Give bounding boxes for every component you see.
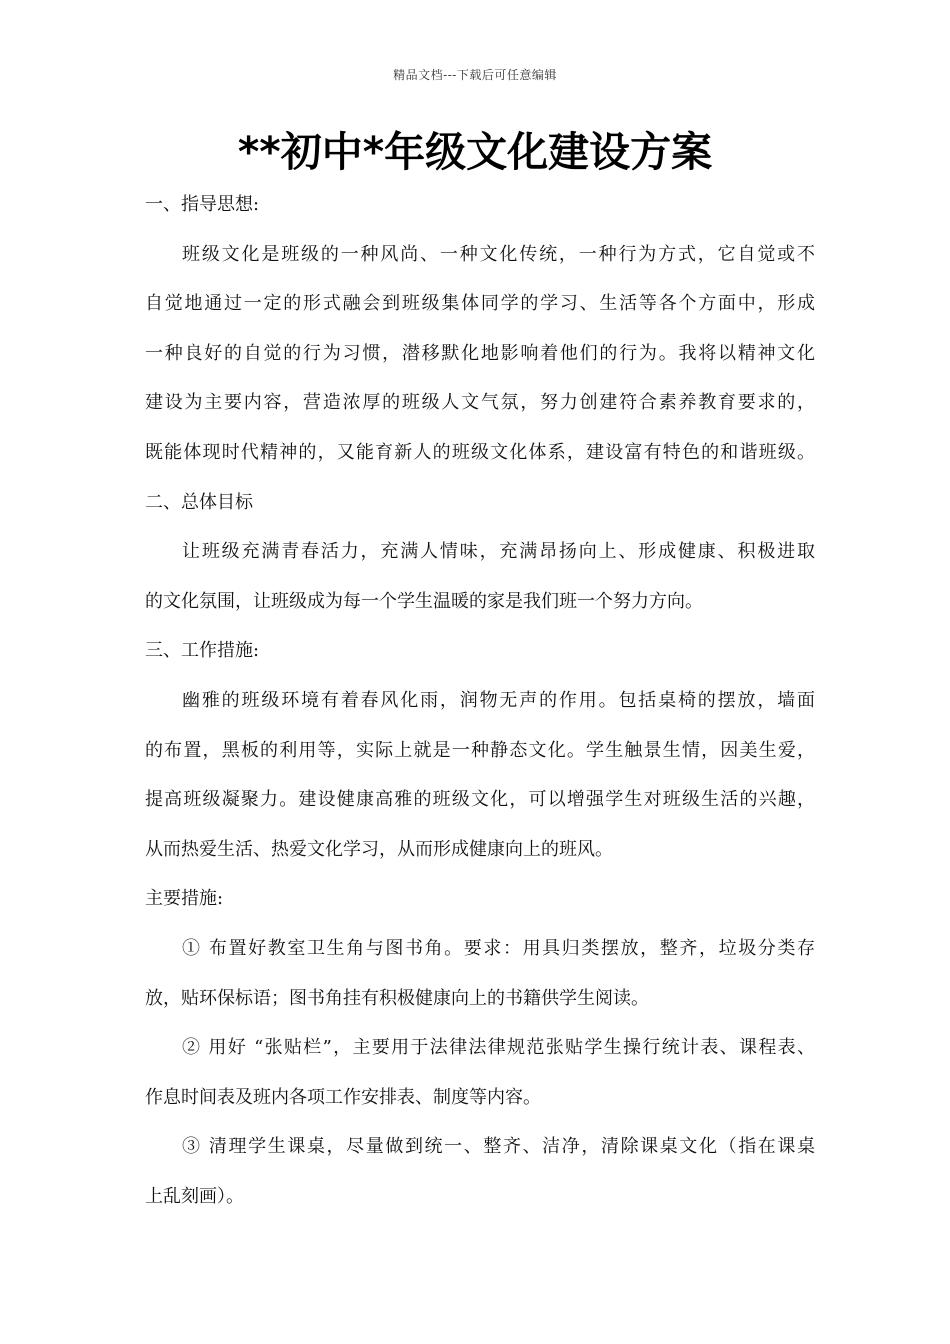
paragraph-line: 放，贴环保标语；图书角挂有积极健康向上的书籍供学生阅读。	[145, 987, 649, 1009]
paragraph-line: 一种良好的自觉的行为习惯，潜移默化地影响着他们的行为。我将以精神文化	[145, 342, 815, 364]
paragraph-line: ② 用好 “张贴栏”，主要用于法律法律规范张贴学生操行统计表、课程表、	[182, 1037, 815, 1059]
section-heading: 三、工作措施:	[145, 640, 260, 662]
header-note: 精品文档---下载后可任意编辑	[393, 68, 557, 82]
paragraph-line: 提高班级凝聚力。建设健康高雅的班级文化，可以增强学生对班级生活的兴趣，	[145, 789, 815, 811]
paragraph-line: 既能体现时代精神的，又能育新人的班级文化体系，建设富有特色的和谐班级。	[145, 441, 815, 463]
paragraph-line: 上乱刻画）。	[145, 1185, 244, 1207]
paragraph-line: 作息时间表及班内各项工作安排表、制度等内容。	[145, 1086, 541, 1108]
page-title: **初中*年级文化建设方案	[237, 128, 713, 176]
section-heading: 二、总体目标	[145, 491, 253, 513]
paragraph-line: 自觉地通过一定的形式融会到班级集体同学的学习、生活等各个方面中，形成	[145, 293, 815, 315]
paragraph-line: 从而热爱生活、热爱文化学习，从而形成健康向上的班风。	[145, 838, 613, 860]
paragraph-line: 班级文化是班级的一种风尚、一种文化传统，一种行为方式，它自觉或不	[182, 243, 815, 265]
paragraph-line: 幽雅的班级环境有着春风化雨，润物无声的作用。包括桌椅的摆放，墙面	[182, 689, 815, 711]
paragraph-line: ① 布置好教室卫生角与图书角。要求：用具归类摆放，整齐，垃圾分类存	[182, 937, 815, 959]
section-heading: 主要措施:	[145, 888, 224, 910]
paragraph-line: 建设为主要内容，营造浓厚的班级人文气氛，努力创建符合素养教育要求的，	[145, 392, 815, 414]
paragraph-line: 让班级充满青春活力，充满人情味，充满昂扬向上、形成健康、积极进取	[182, 541, 815, 563]
paragraph-line: ③ 清理学生课桌，尽量做到统一、整齐、洁净，清除课桌文化（指在课桌	[182, 1136, 815, 1158]
document-body	[145, 180, 815, 1221]
paragraph-line: 的文化氛围，让班级成为每一个学生温暖的家是我们班一个努力方向。	[145, 590, 703, 612]
paragraph-line: 的布置，黑板的利用等，实际上就是一种静态文化。学生触景生情，因美生爱，	[145, 739, 815, 761]
section-heading: 一、指导思想:	[145, 194, 260, 215]
